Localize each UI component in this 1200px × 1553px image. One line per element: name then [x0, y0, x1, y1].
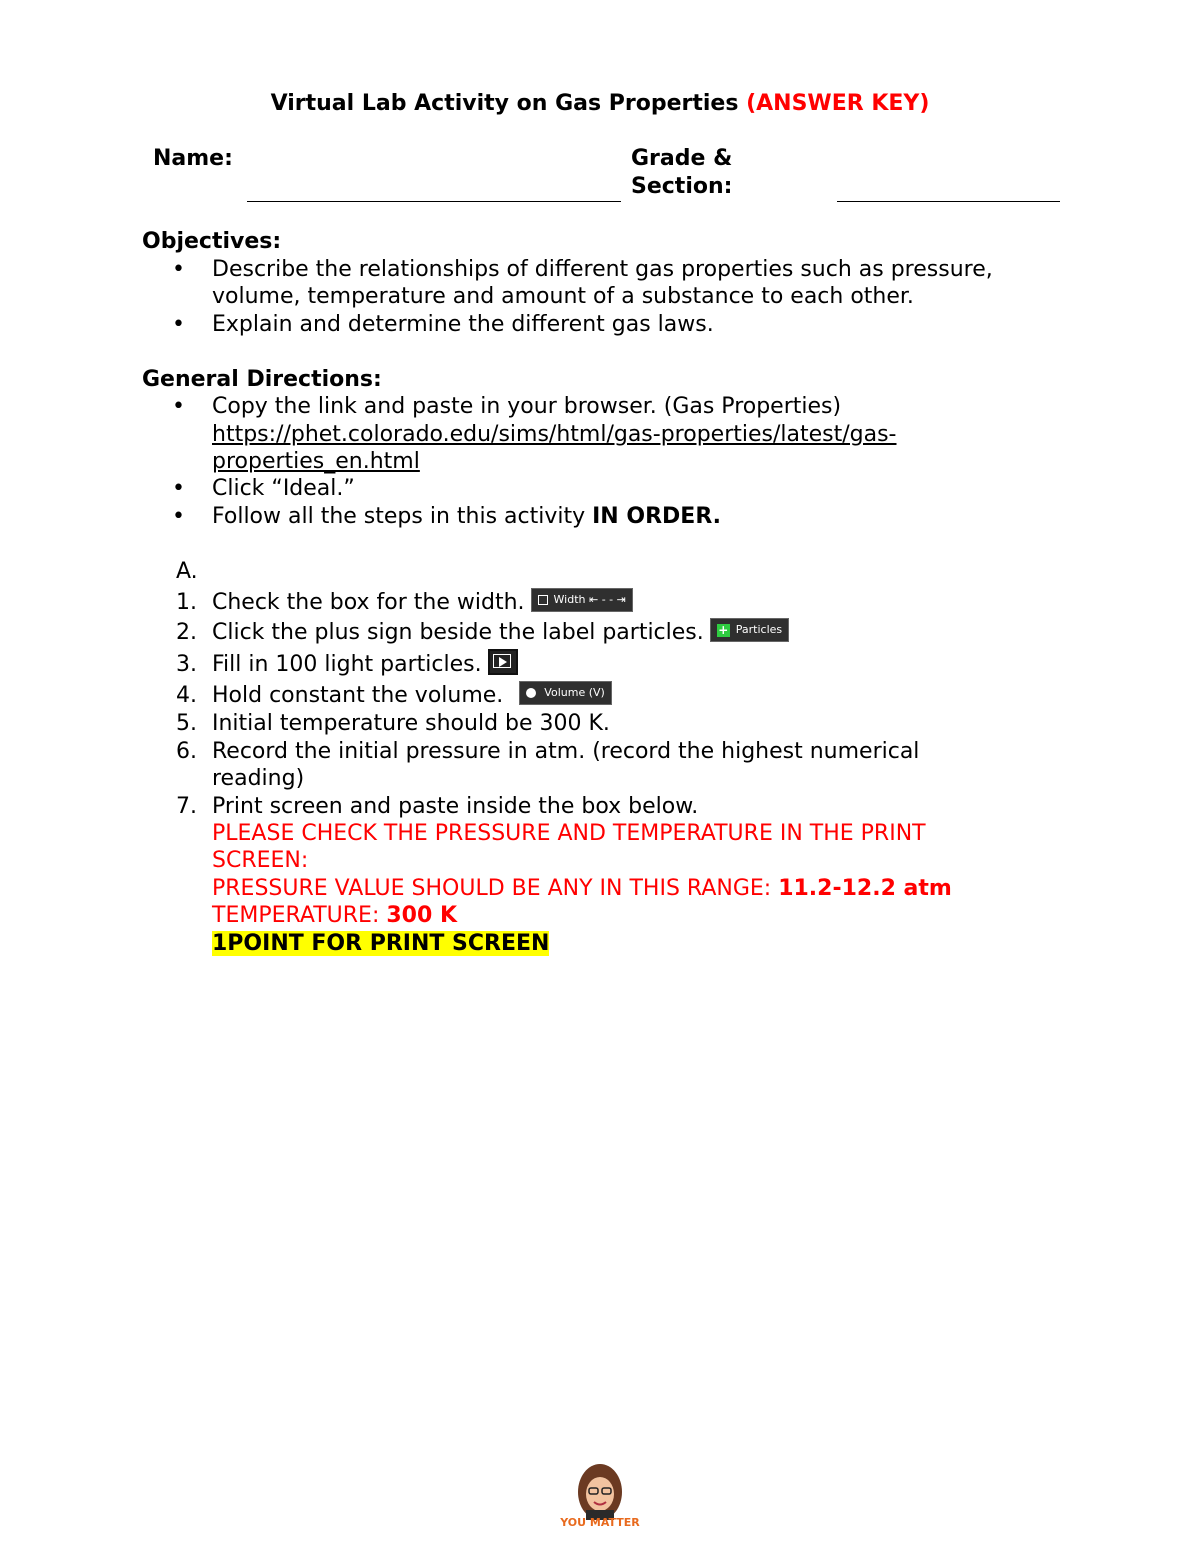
plus-icon: + — [718, 622, 729, 637]
bullet-icon: • — [172, 312, 185, 337]
answer-key-label: (ANSWER KEY) — [746, 91, 930, 116]
points-note — [212, 930, 549, 957]
temperature-value: 300 K — [386, 903, 457, 928]
pressure-range-value: 11.2-12.2 atm — [778, 876, 952, 901]
directions-heading: General Directions: — [142, 367, 382, 392]
grade-label-line1: Grade & — [631, 146, 733, 171]
step-1 — [212, 589, 633, 616]
volume-radio-chip — [519, 681, 612, 705]
points-highlight: 1POINT FOR PRINT SCREEN — [212, 931, 550, 956]
objective-item-1-line1: Describe the relationships of different gas properties such as pressure, — [212, 257, 993, 282]
direction-item-2: Click “Ideal.” — [212, 476, 355, 501]
step-2 — [212, 619, 789, 646]
step-number: 5. — [176, 711, 197, 736]
step-number: 4. — [176, 683, 197, 708]
particles-chip — [710, 618, 789, 642]
step-1-text: Check the box for the width. — [212, 590, 525, 615]
name-underline — [247, 201, 621, 202]
particles-chip-label: Particles — [735, 623, 783, 636]
direction-item-3-emphasis: IN ORDER. — [592, 504, 722, 529]
name-label: Name: — [153, 146, 233, 171]
step-number: 6. — [176, 739, 197, 764]
objective-item-2: Explain and determine the different gas laws. — [212, 312, 714, 337]
bullet-icon: • — [172, 476, 185, 501]
section-a-label: A. — [176, 559, 198, 584]
temperature-label: TEMPERATURE: — [212, 903, 387, 928]
direction-item-1: Copy the link and paste in your browser. (Gas Properties) — [212, 394, 842, 419]
bullet-icon: • — [172, 257, 185, 282]
step-3 — [212, 651, 518, 678]
pressure-label: PRESSURE VALUE SHOULD BE ANY IN THIS RANGE: — [212, 876, 779, 901]
title-text: Virtual Lab Activity on Gas Properties — [270, 91, 739, 116]
objective-item-1-line2: volume, temperature and amount of a substance to each other. — [212, 284, 914, 309]
step-7: Print screen and paste inside the box below. — [212, 794, 699, 819]
grade-section-underline — [837, 201, 1060, 202]
width-chip-label: Width — [553, 593, 586, 606]
width-arrow-icon: ⇤ - - ⇥ — [588, 593, 626, 606]
step-5: Initial temperature should be 300 K. — [212, 711, 610, 736]
grade-label-line2: Section: — [631, 174, 733, 199]
step-6-line1: Record the initial pressure in atm. (record the highest numerical — [212, 739, 920, 764]
radio-dot-icon — [526, 688, 536, 698]
phet-link-line1[interactable]: https://phet.colorado.edu/sims/html/gas-properties/latest/gas- — [212, 422, 897, 447]
direction-item-3-text: Follow all the steps in this activity — [212, 504, 593, 529]
you-matter-avatar — [562, 1458, 638, 1536]
width-checkbox-chip — [531, 588, 633, 612]
checkbox-icon — [538, 595, 548, 605]
step-number: 2. — [176, 620, 197, 645]
bullet-icon: • — [172, 504, 185, 529]
step-6-line2: reading) — [212, 766, 305, 791]
page-title — [0, 90, 1200, 117]
pump-play-icon — [488, 649, 518, 675]
step-number: 7. — [176, 794, 197, 819]
phet-link-line2[interactable]: properties_en.html — [212, 449, 420, 474]
answer-pressure-line — [212, 875, 952, 902]
step-3-text: Fill in 100 light particles. — [212, 652, 482, 677]
step-2-text: Click the plus sign beside the label particles. — [212, 620, 704, 645]
answer-temperature-line — [212, 902, 457, 929]
avatar-caption: YOU MATTER — [560, 1516, 640, 1529]
volume-chip-label: Volume (V) — [544, 686, 605, 699]
step-4-text: Hold constant the volume. — [212, 683, 504, 708]
bullet-icon: • — [172, 394, 185, 419]
objectives-heading: Objectives: — [142, 229, 282, 254]
direction-item-3 — [212, 503, 721, 530]
step-number: 1. — [176, 590, 197, 615]
step-4 — [212, 682, 612, 709]
answer-note-line1: PLEASE CHECK THE PRESSURE AND TEMPERATURE IN THE PRINT — [212, 821, 926, 846]
step-number: 3. — [176, 652, 197, 677]
answer-note-line2: SCREEN: — [212, 848, 309, 873]
